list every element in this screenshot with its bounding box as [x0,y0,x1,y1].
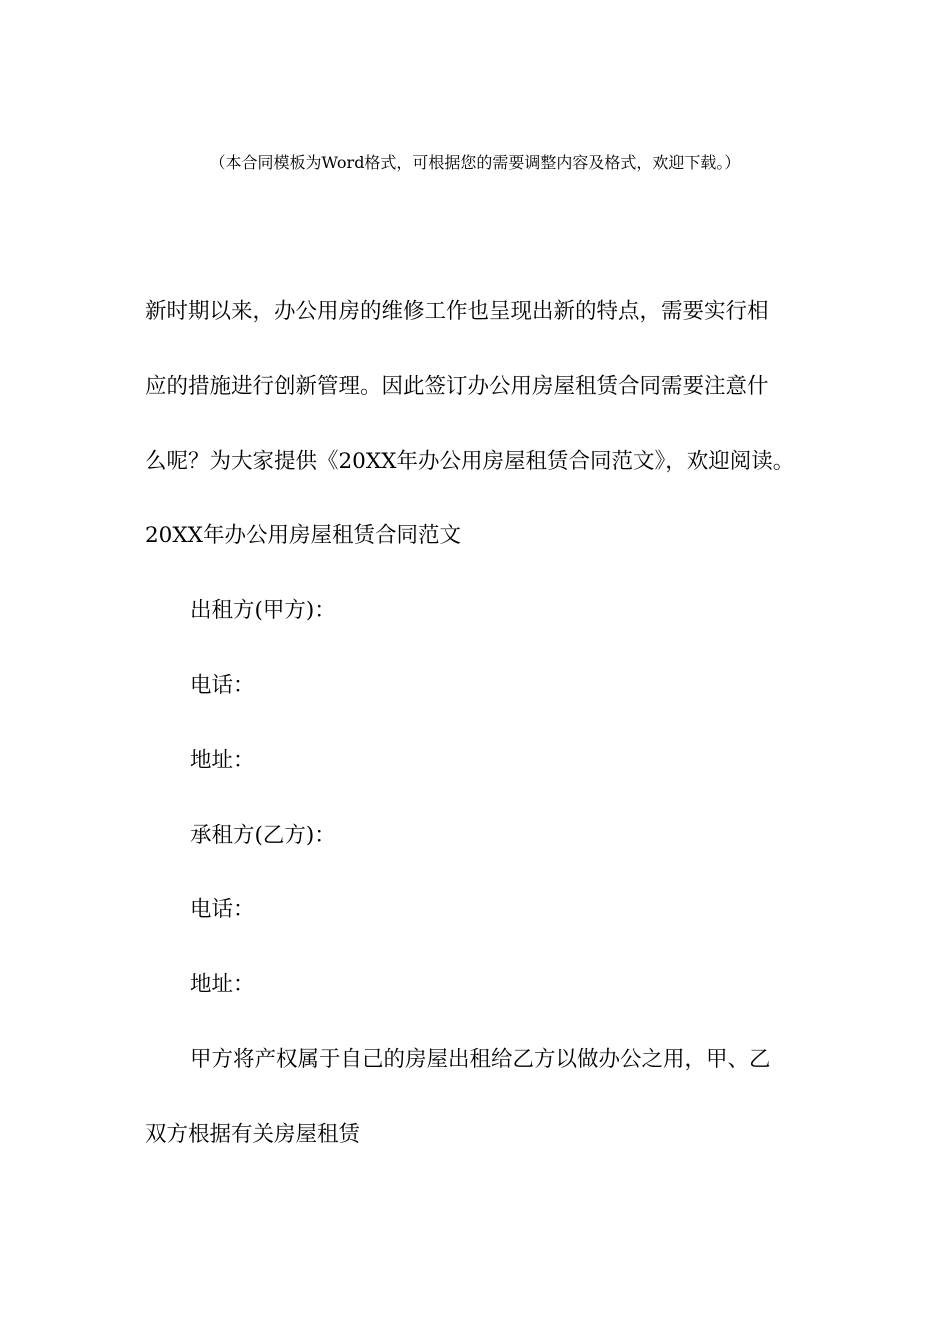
lessee-phone-label: 电话： [190,897,255,922]
clause-line-2: 双方根据有关房屋租赁 [145,1122,361,1147]
intro-line-2: 应的措施进行创新管理。因此签订办公用房屋租赁合同需要注意什 [145,374,769,399]
lessor-address-label: 地址： [190,748,255,773]
clause-line-1: 甲方将产权属于自己的房屋出租给乙方以做办公之用，甲、乙 [190,1047,771,1072]
lessor-phone-label: 电话： [190,673,255,698]
lessor-label: 出租方(甲方)： [190,598,336,623]
intro-line-1: 新时期以来，办公用房的维修工作也呈现出新的特点，需要实行相 [145,299,769,324]
template-notice: （本合同模板为Word格式，可根据您的需要调整内容及格式，欢迎下载。） [209,153,741,172]
lessee-address-label: 地址： [190,972,255,997]
intro-line-3: 么呢？为大家提供《20XX年办公用房屋租赁合同范文》，欢迎阅读。 [145,449,795,474]
lessee-label: 承租方(乙方)： [190,823,336,848]
contract-title: 20XX年办公用房屋租赁合同范文 [145,523,461,548]
